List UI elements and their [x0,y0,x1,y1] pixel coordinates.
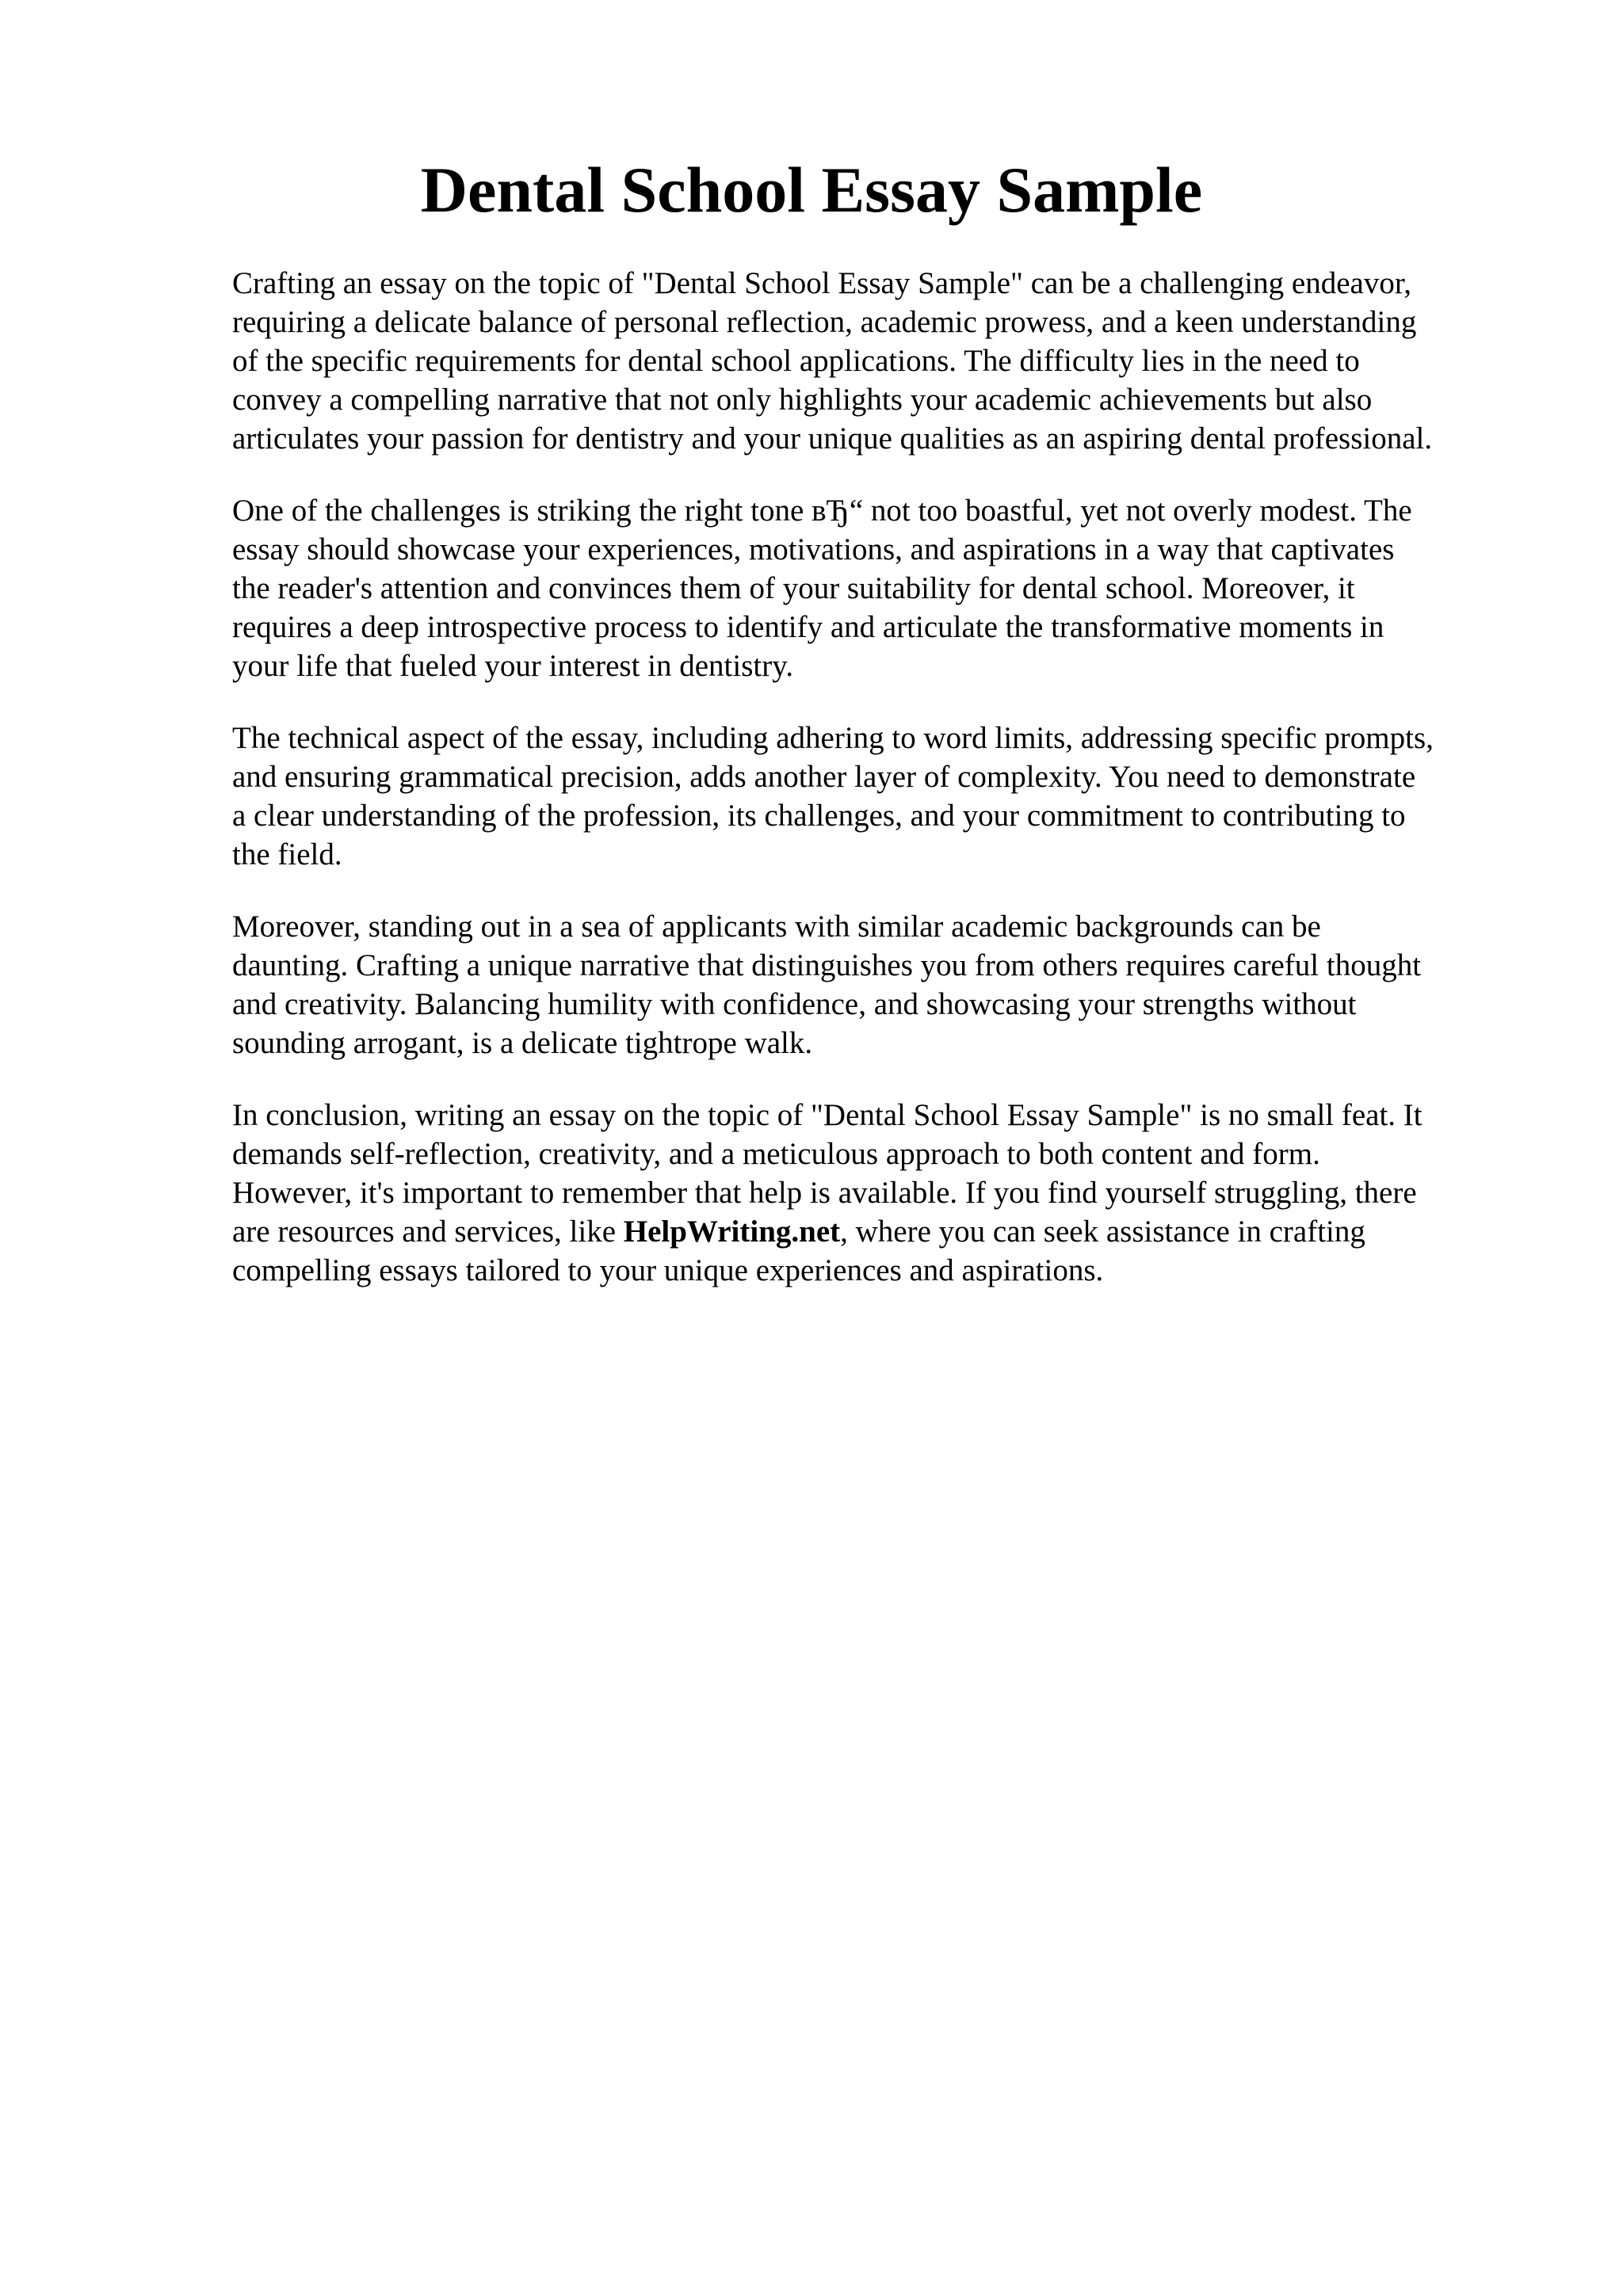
paragraph-line: requires a deep introspective process to identify and articulate the transformative moments in [232,610,1384,644]
paragraph-3 [232,719,1532,874]
document-title: Dental School Essay Sample [420,154,1203,226]
paragraph-line: Crafting an essay on the topic of "Dental School Essay Sample" can be a challenging endeavor, [232,266,1411,300]
paragraph-line: and creativity. Balancing humility with confidence, and showcasing your strengths without [232,987,1357,1021]
paragraph-line: a clear understanding of the profession, its challenges, and your commitment to contributing to [232,799,1406,833]
paragraph-line: Moreover, standing out in a sea of applicants with similar academic backgrounds can be [232,910,1321,944]
link-line-suffix: , where you can seek assistance in crafting [840,1215,1365,1249]
paragraph-line: convey a compelling narrative that not only highlights your academic achievements but also [232,383,1373,417]
paragraph-line: sounding arrogant, is a delicate tightrope walk. [232,1026,813,1060]
paragraph-line: However, it's important to remember that help is available. If you find yourself struggling, there [232,1176,1417,1210]
paragraph-line: essay should showcase your experiences, motivations, and aspirations in a way that captivates [232,532,1395,566]
document-body [232,264,1532,1323]
paragraph-line: of the specific requirements for dental school applications. The difficulty lies in the need to [232,344,1360,378]
paragraph-line: requiring a delicate balance of personal reflection, academic prowess, and a keen understanding [232,305,1417,339]
paragraph-line: your life that fueled your interest in dentistry. [232,649,793,683]
paragraph-line: One of the challenges is striking the right tone вЂ“ not too boastful, yet not overly modest. The [232,494,1412,528]
paragraph-line: demands self-reflection, creativity, and a meticulous approach to both content and form. [232,1137,1320,1171]
paragraph-line: and ensuring grammatical precision, adds another layer of complexity. You need to demonstrate [232,760,1416,794]
paragraph-line: articulates your passion for dentistry and your unique qualities as an aspiring dental professional. [232,421,1433,456]
paragraph-line-with-link [232,1212,1532,1251]
paragraph-line: The technical aspect of the essay, including adhering to word limits, addressing specific prompts, [232,721,1434,755]
paragraph-line: In conclusion, writing an essay on the topic of "Dental School Essay Sample" is no small feat. It [232,1098,1423,1132]
paragraph-2 [232,491,1532,685]
paragraph-line: compelling essays tailored to your unique experiences and aspirations. [232,1253,1104,1287]
helpwriting-link[interactable]: HelpWriting.net [623,1215,841,1249]
paragraph-line: the reader's attention and convinces them of your suitability for dental school. Moreover, it [232,571,1355,605]
paragraph-5 [232,1096,1532,1290]
paragraph-line: the field. [232,837,342,871]
paragraph-4 [232,907,1532,1062]
paragraph-line: daunting. Crafting a unique narrative that distinguishes you from others requires careful thought [232,948,1422,982]
paragraph-1 [232,264,1532,458]
link-line-prefix: are resources and services, like [232,1215,624,1249]
